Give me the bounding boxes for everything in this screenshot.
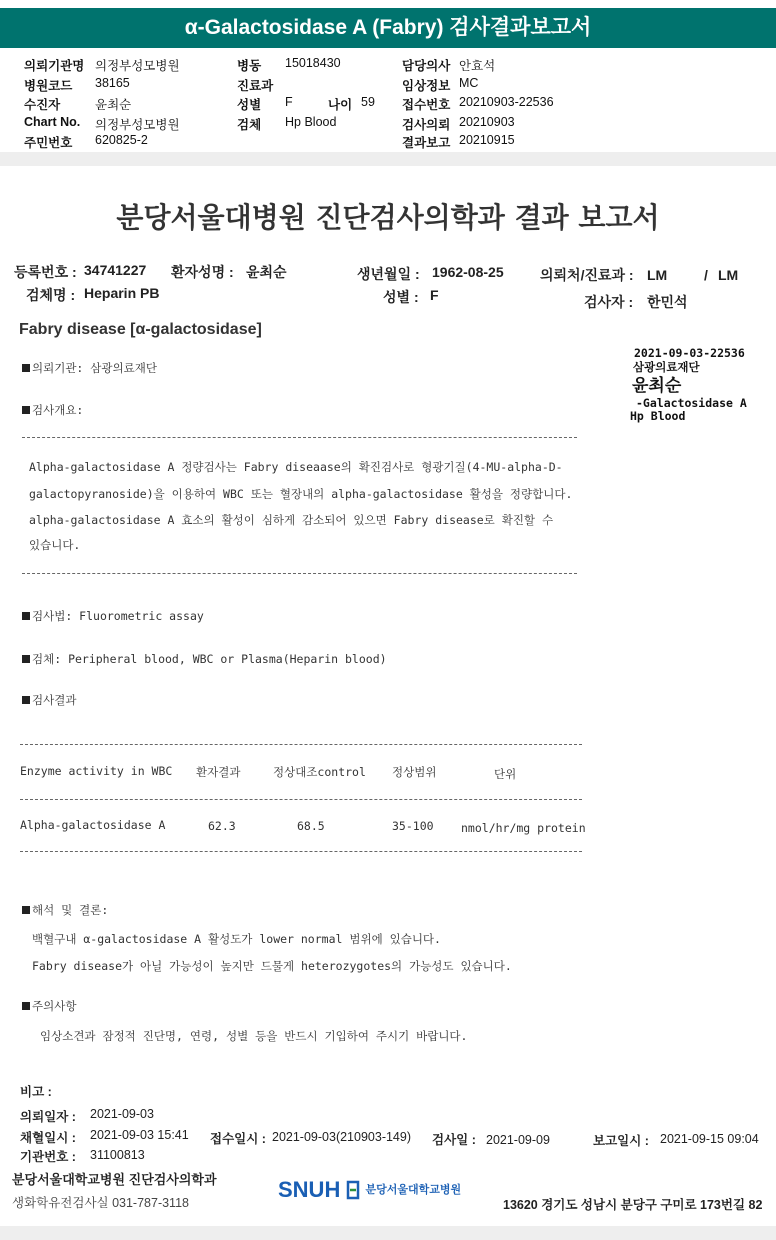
table-top-line — [20, 744, 582, 745]
examiner-value: 한민석 — [647, 294, 688, 310]
snuh-logo — [278, 1177, 461, 1203]
header-value-receipt-no: 20210903-22536 — [459, 95, 554, 109]
header-value-physician: 안효석 — [459, 59, 496, 73]
header-field-department: 진료과 — [237, 79, 274, 93]
referral-section: 의뢰기관: 삼광의료재단 — [22, 360, 157, 376]
overview-line-3: alpha-galactosidase A 효소의 활성이 심하게 감소되어 있으면 Fabry disease로 확진할 수 — [29, 513, 554, 527]
header-value-age: 59 — [361, 95, 375, 109]
overview-line-4: 있습니다. — [29, 538, 81, 552]
header-field-report-date: 결과보고 — [402, 136, 451, 150]
request-date-value: 2021-09-03 — [90, 1107, 154, 1121]
table-header-unit: 단위 — [494, 767, 517, 781]
overview-line-1: Alpha-galactosidase A 정량검사는 Fabry diseaase의 확진검사로 형광기질(4-MU-alpha-D- — [29, 460, 563, 474]
sex-value: F — [430, 287, 439, 303]
header-value-request-date: 20210903 — [459, 115, 515, 129]
lab-phone: 생화학유전검사실 031-787-3118 — [12, 1196, 189, 1210]
receipt-time-label: 접수일시 : — [210, 1132, 266, 1146]
referral-dept-value-2: LM — [718, 267, 739, 283]
interpretation-line-2: Fabry disease가 아닐 가능성이 높지만 드물게 heterozygotes의 가능성도 있습니다. — [32, 959, 512, 973]
section-divider-band — [0, 152, 776, 166]
header-field-receipt-no: 접수번호 — [402, 98, 451, 112]
header-field-chart-no: Chart No. — [24, 115, 81, 129]
header-field-hospital-code: 병원코드 — [24, 79, 73, 93]
hospital-address: 13620 경기도 성남시 분당구 구미로 173번길 82 — [503, 1198, 763, 1212]
request-date-label: 의뢰일자 : — [20, 1110, 76, 1124]
table-header-line — [20, 799, 582, 800]
dob-label: 생년월일 : — [357, 266, 420, 282]
referral-dept-label: 의뢰처/진료과 : — [540, 267, 634, 283]
specimen-name-value: Heparin PB — [84, 285, 160, 301]
overview-line-2: galactopyranoside)을 이용하여 WBC 또는 혈장내의 alpha-galactosidase 활성을 정량합니다. — [29, 487, 573, 501]
report-main-title: 분당서울대병원 진단검사의학과 결과 보고서 — [116, 201, 660, 234]
inst-no-value: 31100813 — [90, 1148, 145, 1162]
divider-line — [22, 573, 577, 574]
table-cell-unit: nmol/hr/mg protein — [461, 821, 586, 835]
caution-heading: 주의사항 — [22, 998, 76, 1014]
reg-number-label: 등록번호 : — [14, 264, 77, 280]
table-header-control: 정상대조control — [273, 765, 366, 779]
dept-name: 분당서울대학교병원 진단검사의학과 — [12, 1172, 217, 1187]
dob-value: 1962-08-25 — [432, 264, 504, 280]
examiner-label: 검사자 : — [584, 294, 634, 310]
table-header-enzyme: Enzyme activity in WBC — [20, 764, 173, 778]
header-field-resident-no: 주민번호 — [24, 136, 73, 150]
stamp-receipt-no: 2021-09-03-22536 — [634, 346, 745, 360]
inst-no-label: 기관번호 : — [20, 1150, 76, 1164]
header-value-sex: F — [285, 95, 293, 109]
reg-number-value: 34741227 — [84, 262, 147, 278]
table-cell-normal-range: 35-100 — [392, 819, 434, 833]
test-date-value: 2021-09-09 — [486, 1133, 550, 1147]
header-field-clinical-info: 임상정보 — [402, 79, 451, 93]
receipt-time-value: 2021-09-03(210903-149) — [272, 1130, 411, 1144]
header-value-ward: 15018430 — [285, 56, 341, 70]
table-cell-patient-result: 62.3 — [208, 819, 236, 833]
stamp-lab-name: 삼광의료재단 — [633, 360, 700, 374]
stamp-test: -Galactosidase A — [636, 396, 747, 410]
header-value-clinical-info: MC — [459, 76, 479, 90]
header-field-specimen: 검체 — [237, 118, 262, 132]
header-value-chart-no: 의정부성모병원 — [95, 118, 180, 132]
interpretation-heading: 해석 및 결론: — [22, 902, 108, 918]
snuh-logo-text: SNUH — [278, 1177, 341, 1202]
bottom-band — [0, 1226, 776, 1240]
patient-name-value: 윤최순 — [246, 264, 287, 280]
header-field-institution: 의뢰기관명 — [24, 59, 85, 73]
header-field-patient: 수진자 — [24, 98, 61, 112]
table-bottom-line — [20, 851, 582, 852]
report-time-value: 2021-09-15 09:04 — [660, 1132, 759, 1146]
caution-line: 임상소견과 잠정적 진단명, 연령, 성별 등을 반드시 기입하여 주시기 바랍니다. — [40, 1029, 468, 1043]
header-field-sex: 성별 — [237, 98, 262, 112]
remarks-label: 비고 : — [20, 1085, 52, 1099]
collect-value: 2021-09-03 15:41 — [90, 1128, 189, 1142]
header-field-age: 나이 — [328, 98, 353, 112]
interpretation-line-1: 백혈구내 α-galactosidase A 활성도가 lower normal 범위에 있습니다. — [32, 932, 441, 946]
snuh-logo-name: 분당서울대학교병원 — [365, 1183, 462, 1196]
report-time-label: 보고일시 : — [593, 1134, 649, 1148]
test-date-label: 검사일 : — [432, 1133, 476, 1147]
header-value-report-date: 20210915 — [459, 133, 515, 147]
results-heading: 검사결과 — [22, 692, 76, 708]
header-field-request-date: 검사의뢰 — [402, 118, 451, 132]
referral-dept-value-1: LM — [647, 267, 668, 283]
table-cell-enzyme: Alpha-galactosidase A — [20, 818, 166, 832]
header-value-specimen: Hp Blood — [285, 115, 337, 129]
stamp-specimen: Hp Blood — [630, 409, 686, 423]
test-name: Fabry disease [α-galactosidase] — [19, 321, 262, 338]
snuh-logo-mark-icon — [346, 1180, 360, 1200]
specimen-name-label: 검체명 : — [26, 287, 76, 303]
table-cell-control: 68.5 — [297, 819, 325, 833]
patient-name-label: 환자성명 : — [171, 264, 234, 280]
overview-heading: 검사개요: — [22, 402, 83, 418]
table-header-normal-range: 정상범위 — [392, 765, 437, 779]
header-value-resident-no: 620825-2 — [95, 133, 148, 147]
referral-dept-separator: / — [704, 267, 708, 283]
sex-label: 성별 : — [383, 289, 419, 305]
header-value-institution: 의정부성모병원 — [95, 59, 180, 73]
collect-label: 채혈일시 : — [20, 1131, 76, 1145]
header-field-ward: 병동 — [237, 59, 262, 73]
divider-line — [22, 437, 577, 438]
stamp-patient-name: 윤최순 — [632, 376, 682, 396]
method-section: 검사법: Fluorometric assay — [22, 608, 204, 624]
table-header-patient-result: 환자결과 — [196, 765, 241, 779]
header-value-patient: 윤최순 — [95, 98, 132, 112]
report-title-bar: α-Galactosidase A (Fabry) 검사결과보고서 — [0, 8, 776, 48]
header-value-hospital-code: 38165 — [95, 76, 130, 90]
header-field-physician: 담당의사 — [402, 59, 451, 73]
specimen-section: 검체: Peripheral blood, WBC or Plasma(Heparin blood) — [22, 651, 387, 667]
